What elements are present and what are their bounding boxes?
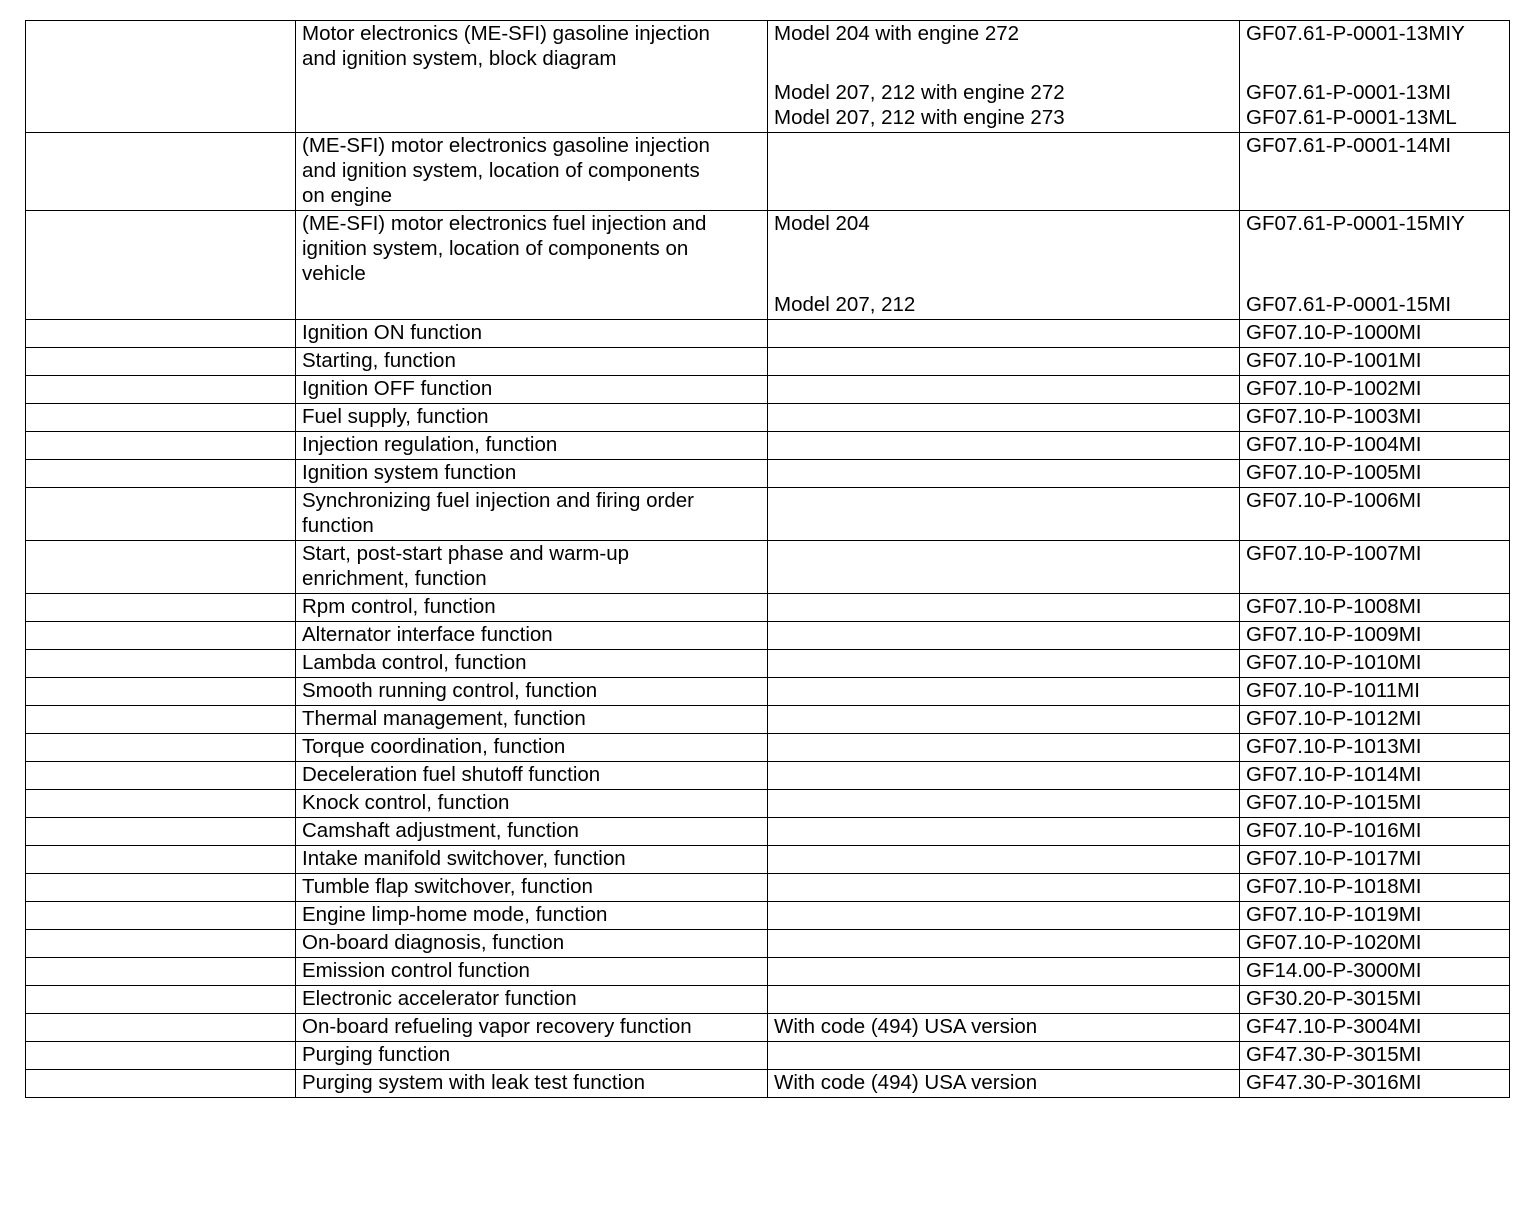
- blank-cell: [26, 211, 296, 320]
- reference-cell: [1240, 211, 1510, 320]
- blank-cell: [26, 874, 296, 902]
- table-row: [26, 902, 1510, 930]
- document-reference: GF07.10-P-1014MI: [1246, 763, 1422, 786]
- document-reference: GF07.61-P-0001-14MI: [1246, 134, 1452, 157]
- document-reference: GF07.10-P-1009MI: [1246, 623, 1422, 646]
- model-cell: [768, 432, 1240, 460]
- function-title-line: (ME-SFI) motor electronics fuel injection and: [302, 212, 707, 235]
- model-cell: [768, 846, 1240, 874]
- document-reference: GF47.30-P-3015MI: [1246, 1043, 1422, 1066]
- blank-cell: [26, 320, 296, 348]
- model-text: [774, 902, 1233, 927]
- document-reference: GF07.10-P-1013MI: [1246, 735, 1422, 758]
- function-title-cell: [296, 650, 768, 678]
- reference-cell: [1240, 1042, 1510, 1070]
- function-title-cell: [296, 762, 768, 790]
- function-title-line: Rpm control, function: [302, 595, 496, 618]
- table-row: [26, 762, 1510, 790]
- model-text: [774, 320, 1233, 345]
- function-title-line: Ignition system function: [302, 461, 517, 484]
- reference-cell: [1240, 460, 1510, 488]
- function-title-line: Smooth running control, function: [302, 679, 598, 702]
- table-row: [26, 1014, 1510, 1042]
- function-title-cell: [296, 404, 768, 432]
- model-cell: [768, 376, 1240, 404]
- model-cell: [768, 818, 1240, 846]
- document-table-body: [26, 21, 1510, 1098]
- document-reference: GF07.10-P-1005MI: [1246, 461, 1422, 484]
- reference-cell: [1240, 376, 1510, 404]
- model-cell: [768, 902, 1240, 930]
- document-reference: GF07.10-P-1002MI: [1246, 377, 1422, 400]
- function-title-line: enrichment, function: [302, 567, 487, 590]
- model-text: With code (494) USA version: [774, 1071, 1038, 1094]
- model-cell: [768, 930, 1240, 958]
- table-row: [26, 320, 1510, 348]
- model-text: [774, 846, 1233, 871]
- blank-cell: [26, 762, 296, 790]
- reference-cell: [1240, 790, 1510, 818]
- document-reference: GF07.10-P-1018MI: [1246, 875, 1422, 898]
- reference-cell: [1240, 348, 1510, 376]
- function-title-cell: [296, 133, 768, 211]
- reference-cell: [1240, 488, 1510, 541]
- document-reference: GF14.00-P-3000MI: [1246, 959, 1422, 982]
- reference-cell: [1240, 594, 1510, 622]
- model-cell: [768, 594, 1240, 622]
- model-cell: [768, 706, 1240, 734]
- reference-cell: [1240, 432, 1510, 460]
- model-text: [774, 986, 1233, 1011]
- blank-cell: [26, 650, 296, 678]
- function-title-line: Emission control function: [302, 959, 530, 982]
- model-cell: [768, 404, 1240, 432]
- blank-cell: [26, 706, 296, 734]
- function-title-cell: [296, 790, 768, 818]
- reference-cell: [1240, 734, 1510, 762]
- table-row: [26, 1042, 1510, 1070]
- document-reference: GF07.10-P-1000MI: [1246, 321, 1422, 344]
- model-text: [774, 706, 1233, 731]
- table-row: [26, 874, 1510, 902]
- table-row: [26, 706, 1510, 734]
- table-row: [26, 790, 1510, 818]
- reference-cell: [1240, 986, 1510, 1014]
- function-title-line: Ignition ON function: [302, 321, 483, 344]
- function-title-cell: [296, 706, 768, 734]
- document-reference: GF07.61-P-0001-13MI: [1246, 81, 1452, 104]
- table-row: [26, 818, 1510, 846]
- model-text: [774, 818, 1233, 843]
- blank-cell: [26, 1042, 296, 1070]
- reference-cell: [1240, 133, 1510, 211]
- function-title-line: On-board refueling vapor recovery function: [302, 1015, 692, 1038]
- model-cell: [768, 678, 1240, 706]
- model-cell: [768, 320, 1240, 348]
- document-reference: GF07.10-P-1019MI: [1246, 903, 1422, 926]
- function-title-line: Motor electronics (ME-SFI) gasoline injection: [302, 22, 710, 45]
- document-reference: GF07.61-P-0001-15MIY: [1246, 212, 1465, 235]
- model-text: [774, 460, 1233, 485]
- function-title-cell: [296, 1014, 768, 1042]
- function-title-cell: [296, 846, 768, 874]
- model-text: [774, 348, 1233, 373]
- model-cell: [768, 650, 1240, 678]
- function-title-line: Starting, function: [302, 349, 456, 372]
- function-title-line: (ME-SFI) motor electronics gasoline injection: [302, 134, 710, 157]
- function-title-cell: [296, 320, 768, 348]
- table-row: [26, 650, 1510, 678]
- model-cell: [768, 1070, 1240, 1098]
- table-row: [26, 21, 1510, 133]
- blank-cell: [26, 133, 296, 211]
- table-row: [26, 958, 1510, 986]
- function-title-cell: [296, 348, 768, 376]
- table-row: [26, 348, 1510, 376]
- function-title-cell: [296, 622, 768, 650]
- function-title-line: Electronic accelerator function: [302, 987, 577, 1010]
- function-title-line: Lambda control, function: [302, 651, 527, 674]
- document-reference: GF07.10-P-1011MI: [1246, 679, 1420, 702]
- reference-cell: [1240, 1014, 1510, 1042]
- function-title-line: Knock control, function: [302, 791, 510, 814]
- model-cell: [768, 1042, 1240, 1070]
- table-row: [26, 488, 1510, 541]
- table-row: [26, 376, 1510, 404]
- function-title-cell: [296, 1042, 768, 1070]
- table-row: [26, 622, 1510, 650]
- blank-cell: [26, 678, 296, 706]
- function-title-line: Purging function: [302, 1043, 451, 1066]
- function-title-line: Purging system with leak test function: [302, 1071, 645, 1094]
- function-title-cell: [296, 376, 768, 404]
- function-title-line: Start, post-start phase and warm-up: [302, 542, 630, 565]
- model-text: Model 204 with engine 272: [774, 22, 1020, 45]
- model-text: [774, 678, 1233, 703]
- model-text: [774, 488, 1233, 513]
- blank-cell: [26, 541, 296, 594]
- document-reference: GF07.10-P-1008MI: [1246, 595, 1422, 618]
- model-cell: [768, 211, 1240, 320]
- function-title-cell: [296, 874, 768, 902]
- table-row: [26, 211, 1510, 320]
- blank-cell: [26, 488, 296, 541]
- document-reference: GF47.30-P-3016MI: [1246, 1071, 1422, 1094]
- blank-cell: [26, 404, 296, 432]
- blank-cell: [26, 958, 296, 986]
- function-title-line: ignition system, location of components on: [302, 237, 689, 260]
- blank-cell: [26, 594, 296, 622]
- blank-cell: [26, 902, 296, 930]
- document-table: [25, 20, 1510, 1098]
- function-title-line: Tumble flap switchover, function: [302, 875, 593, 898]
- blank-cell: [26, 846, 296, 874]
- table-row: [26, 930, 1510, 958]
- table-row: [26, 133, 1510, 211]
- model-cell: [768, 986, 1240, 1014]
- reference-cell: [1240, 818, 1510, 846]
- model-text: Model 207, 212: [774, 293, 916, 316]
- function-title-line: vehicle: [302, 262, 366, 285]
- function-title-cell: [296, 818, 768, 846]
- document-reference: GF07.10-P-1007MI: [1246, 542, 1422, 565]
- document-reference: GF07.61-P-0001-13ML: [1246, 106, 1457, 129]
- blank-cell: [26, 1014, 296, 1042]
- model-text: [774, 432, 1233, 457]
- blank-cell: [26, 790, 296, 818]
- model-text: Model 207, 212 with engine 273: [774, 106, 1065, 129]
- reference-cell: [1240, 320, 1510, 348]
- function-title-cell: [296, 211, 768, 320]
- function-title-line: Alternator interface function: [302, 623, 553, 646]
- function-title-cell: [296, 21, 768, 133]
- table-row: [26, 594, 1510, 622]
- function-title-line: Injection regulation, function: [302, 433, 558, 456]
- function-title-line: Ignition OFF function: [302, 377, 493, 400]
- model-cell: [768, 21, 1240, 133]
- function-title-cell: [296, 432, 768, 460]
- reference-cell: [1240, 404, 1510, 432]
- model-text: Model 207, 212 with engine 272: [774, 81, 1065, 104]
- table-row: [26, 678, 1510, 706]
- reference-cell: [1240, 622, 1510, 650]
- document-reference: GF07.10-P-1010MI: [1246, 651, 1422, 674]
- function-title-cell: [296, 1070, 768, 1098]
- function-title-cell: [296, 930, 768, 958]
- document-reference: GF07.10-P-1004MI: [1246, 433, 1422, 456]
- reference-cell: [1240, 958, 1510, 986]
- function-title-line: Intake manifold switchover, function: [302, 847, 626, 870]
- reference-cell: [1240, 650, 1510, 678]
- model-cell: [768, 734, 1240, 762]
- model-cell: [768, 790, 1240, 818]
- blank-cell: [26, 622, 296, 650]
- model-cell: [768, 348, 1240, 376]
- document-reference: GF07.10-P-1012MI: [1246, 707, 1422, 730]
- reference-cell: [1240, 541, 1510, 594]
- document-reference: GF07.10-P-1017MI: [1246, 847, 1422, 870]
- function-title-line: Synchronizing fuel injection and firing order: [302, 489, 695, 512]
- blank-cell: [26, 376, 296, 404]
- function-title-cell: [296, 541, 768, 594]
- blank-cell: [26, 818, 296, 846]
- document-reference: GF07.61-P-0001-15MI: [1246, 293, 1452, 316]
- model-text: With code (494) USA version: [774, 1015, 1038, 1038]
- blank-cell: [26, 1070, 296, 1098]
- blank-cell: [26, 348, 296, 376]
- blank-cell: [26, 930, 296, 958]
- document-reference: GF07.10-P-1001MI: [1246, 349, 1422, 372]
- model-cell: [768, 460, 1240, 488]
- reference-cell: [1240, 930, 1510, 958]
- document-reference: GF47.10-P-3004MI: [1246, 1015, 1422, 1038]
- function-title-line: On-board diagnosis, function: [302, 931, 565, 954]
- reference-cell: [1240, 706, 1510, 734]
- function-title-cell: [296, 460, 768, 488]
- reference-cell: [1240, 678, 1510, 706]
- document-reference: GF07.10-P-1015MI: [1246, 791, 1422, 814]
- model-cell: [768, 133, 1240, 211]
- model-text: [774, 650, 1233, 675]
- reference-cell: [1240, 874, 1510, 902]
- document-reference: GF30.20-P-3015MI: [1246, 987, 1422, 1010]
- function-title-cell: [296, 678, 768, 706]
- table-row: [26, 1070, 1510, 1098]
- document-reference: GF07.10-P-1003MI: [1246, 405, 1422, 428]
- function-title-line: Thermal management, function: [302, 707, 586, 730]
- model-text: [774, 790, 1233, 815]
- function-title-line: Fuel supply, function: [302, 405, 489, 428]
- function-title-cell: [296, 734, 768, 762]
- model-text: [774, 930, 1233, 955]
- function-title-line: Camshaft adjustment, function: [302, 819, 579, 842]
- document-reference: GF07.10-P-1016MI: [1246, 819, 1422, 842]
- function-title-line: and ignition system, location of components: [302, 159, 700, 182]
- reference-cell: [1240, 902, 1510, 930]
- document-reference: GF07.10-P-1020MI: [1246, 931, 1422, 954]
- reference-cell: [1240, 21, 1510, 133]
- model-text: Model 204: [774, 212, 870, 235]
- reference-cell: [1240, 846, 1510, 874]
- model-text: [774, 404, 1233, 429]
- table-row: [26, 460, 1510, 488]
- function-title-line: and ignition system, block diagram: [302, 47, 617, 70]
- model-text: [774, 622, 1233, 647]
- function-title-line: Engine limp-home mode, function: [302, 903, 608, 926]
- reference-cell: [1240, 762, 1510, 790]
- table-row: [26, 734, 1510, 762]
- blank-cell: [26, 986, 296, 1014]
- model-cell: [768, 622, 1240, 650]
- function-title-line: Torque coordination, function: [302, 735, 566, 758]
- model-cell: [768, 958, 1240, 986]
- function-title-cell: [296, 488, 768, 541]
- function-title-cell: [296, 902, 768, 930]
- model-text: [774, 1042, 1233, 1067]
- model-text: [774, 762, 1233, 787]
- table-row: [26, 404, 1510, 432]
- function-title-line: Deceleration fuel shutoff function: [302, 763, 601, 786]
- blank-cell: [26, 734, 296, 762]
- function-title-line: on engine: [302, 184, 393, 207]
- reference-cell: [1240, 1070, 1510, 1098]
- model-text: [774, 594, 1233, 619]
- model-cell: [768, 1014, 1240, 1042]
- table-row: [26, 846, 1510, 874]
- function-title-cell: [296, 986, 768, 1014]
- function-title-line: function: [302, 514, 374, 537]
- function-title-cell: [296, 958, 768, 986]
- document-reference: GF07.10-P-1006MI: [1246, 489, 1422, 512]
- blank-cell: [26, 460, 296, 488]
- model-text: [774, 734, 1233, 759]
- blank-cell: [26, 21, 296, 133]
- table-row: [26, 541, 1510, 594]
- table-row: [26, 986, 1510, 1014]
- table-row: [26, 432, 1510, 460]
- model-text: [774, 376, 1233, 401]
- model-cell: [768, 488, 1240, 541]
- model-cell: [768, 874, 1240, 902]
- model-text: [774, 958, 1233, 983]
- model-cell: [768, 762, 1240, 790]
- document-reference: GF07.61-P-0001-13MIY: [1246, 22, 1465, 45]
- model-cell: [768, 541, 1240, 594]
- model-text: [774, 133, 1233, 158]
- model-text: [774, 541, 1233, 566]
- blank-cell: [26, 432, 296, 460]
- function-title-cell: [296, 594, 768, 622]
- model-text: [774, 874, 1233, 899]
